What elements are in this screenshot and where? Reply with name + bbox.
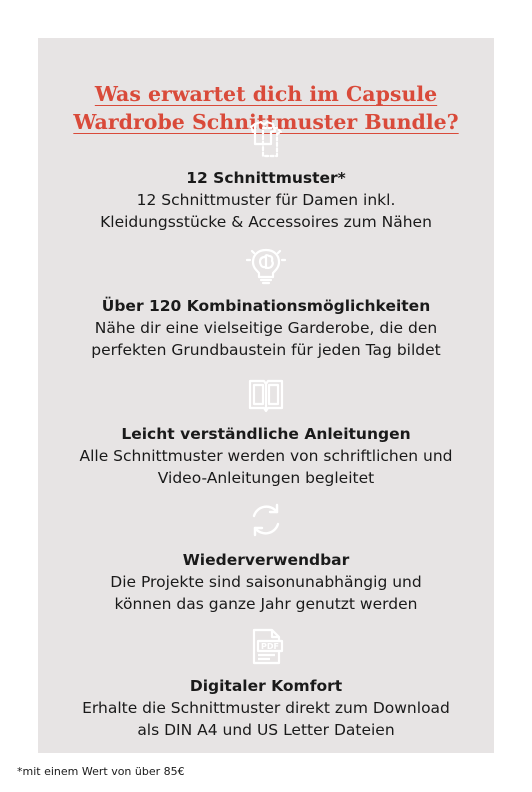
feature-title: 12 Schnittmuster*: [186, 169, 346, 187]
heading-line-2: Wardrobe Schnittmuster Bundle?: [73, 110, 459, 134]
feature-instructions: [38, 374, 494, 489]
feature-patterns: [38, 118, 494, 233]
feature-description: Nähe dir eine vielseitige Garderobe, die den perfekten Grundbaustein für jeden Tag bildet: [91, 319, 441, 359]
feature-reusable: [38, 500, 494, 615]
feature-title: Wiederverwendbar: [182, 551, 350, 569]
refresh-cycle-icon: [246, 500, 286, 540]
feature-description: Alle Schnittmuster werden von schriftlichen und Video-Anleitungen begleitet: [79, 447, 453, 487]
open-book-icon: [246, 374, 286, 414]
feature-digital: [38, 626, 494, 741]
footnote: *mit einem Wert von über 85€: [17, 765, 185, 778]
pdf-document-icon: [246, 626, 286, 666]
feature-description: Erhalte die Schnittmuster direkt zum Download als DIN A4 und US Letter Dateien: [82, 699, 450, 739]
feature-combinations: [38, 246, 494, 361]
feature-description: 12 Schnittmuster für Damen inkl. Kleidungsstücke & Accessoires zum Nähen: [100, 191, 432, 231]
clothing-pattern-icon: [246, 118, 286, 158]
lightbulb-icon: [246, 246, 286, 286]
info-panel: [38, 38, 494, 753]
pdf-icon-label: PDF: [261, 642, 279, 651]
feature-title: Digitaler Komfort: [189, 677, 343, 695]
feature-title: Leicht verständliche Anleitungen: [121, 425, 411, 443]
feature-description: Die Projekte sind saisonunabhängig und können das ganze Jahr genutzt werden: [110, 573, 422, 613]
heading-line-1: Was erwartet dich im Capsule: [94, 82, 438, 106]
feature-title: Über 120 Kombinationsmöglichkeiten: [101, 297, 431, 315]
